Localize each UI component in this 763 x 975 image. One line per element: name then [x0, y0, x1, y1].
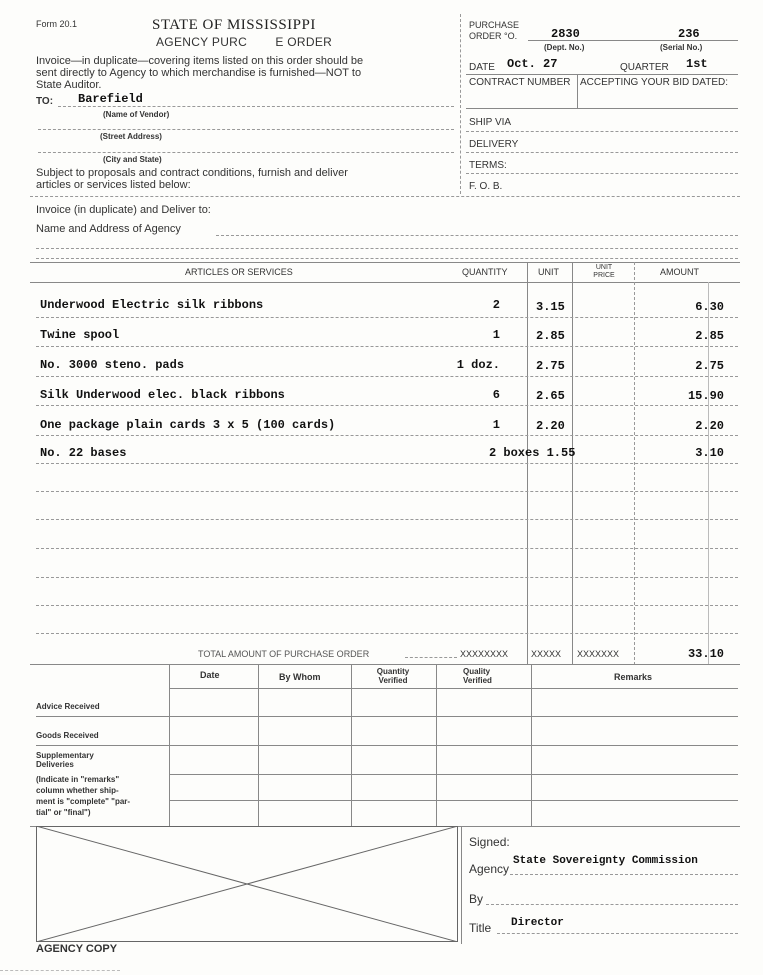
item-quantity: 1 — [492, 418, 500, 432]
crossed-out-box — [36, 826, 458, 942]
agency-copy-label: AGENCY COPY — [36, 943, 118, 955]
total-label: TOTAL AMOUNT OF PURCHASE ORDER — [198, 649, 370, 659]
unit-price-header: UNIT PRICE — [593, 264, 615, 279]
item-unit: 2.65 — [536, 389, 565, 403]
item-amount: 2.20 — [695, 419, 724, 433]
item-amount: 6.30 — [695, 300, 724, 314]
total-fill-quantity: XXXXXXXX — [460, 649, 509, 659]
order-title: AGENCY PURC E ORDER — [156, 35, 333, 49]
street-caption: (Street Address) — [100, 132, 162, 141]
fob-label: F. O. B. — [469, 181, 503, 192]
item-amount: 2.75 — [695, 359, 724, 373]
delivery-label: DELIVERY — [469, 139, 519, 150]
terms-label: TERMS: — [469, 160, 507, 171]
item-amount: 2.85 — [695, 329, 724, 343]
item-article: One package plain cards 3 x 5 (100 cards) — [40, 418, 336, 432]
item-unit: 2.75 — [536, 359, 565, 373]
dept-caption: (Dept. No.) — [544, 43, 585, 52]
articles-header: ARTICLES OR SERVICES — [185, 267, 293, 277]
quarter-label: QUARTER — [620, 62, 669, 73]
invoice-deliver-label: Invoice (in duplicate) and Deliver to: — [36, 204, 211, 216]
dept-number: 2830 — [551, 27, 580, 41]
subject-text: Subject to proposals and contract conditions, furnish and deliver articles or services listed below: — [36, 167, 348, 191]
title-value: Director — [511, 917, 564, 929]
city-caption: (City and State) — [103, 155, 162, 164]
remarks-note: (Indicate in "remarks" column whether ship- ment is "complete" "par- tial" or "final") — [36, 775, 131, 817]
agency-label: Agency — [469, 862, 510, 876]
item-article: Twine spool — [40, 328, 120, 342]
item-amount: 3.10 — [695, 446, 724, 460]
by-whom-header: By Whom — [279, 672, 321, 682]
serial-number: 236 — [678, 27, 700, 41]
serial-caption: (Serial No.) — [660, 43, 703, 52]
goods-received-label: Goods Received — [36, 731, 99, 740]
signed-label: Signed: — [469, 835, 510, 849]
agency-value: State Sovereignty Commission — [513, 855, 698, 867]
vendor-name-caption: (Name of Vendor) — [103, 110, 170, 119]
date-value: Oct. 27 — [507, 57, 558, 71]
contract-label: CONTRACT NUMBER — [469, 77, 571, 88]
item-article: No. 3000 steno. pads — [40, 358, 185, 372]
quantity-verified-header: Quantity Verified — [376, 667, 410, 685]
unit-header: UNIT — [538, 267, 559, 277]
supplementary-deliveries-label: Supplementary Deliveries — [36, 751, 94, 769]
po-label: PURCHASE ORDER °O. — [469, 20, 520, 41]
item-quantity: 2 — [492, 298, 500, 312]
quarter-value: 1st — [686, 57, 708, 71]
agency-address-label: Name and Address of Agency — [36, 223, 181, 235]
total-amount: 33.10 — [687, 647, 724, 661]
item-article: No. 22 bases — [40, 446, 127, 460]
ship-via-label: SHIP VIA — [469, 117, 512, 128]
to-label: TO: — [36, 96, 54, 107]
item-unit: 2.85 — [536, 329, 565, 343]
date-column-header: Date — [200, 670, 220, 680]
instructions: Invoice—in duplicate—covering items listed on this order should be sent directly to Agency to which merchandise is furnished—NOT to State Auditor. — [36, 55, 364, 91]
item-quantity: 1 doz. — [456, 358, 500, 372]
advice-received-label: Advice Received — [36, 702, 100, 711]
vendor-name: Barefield — [78, 92, 143, 106]
item-quantity: 6 — [492, 388, 500, 402]
item-unit: 2.20 — [536, 419, 565, 433]
remarks-header: Remarks — [614, 672, 653, 682]
date-label: DATE — [469, 62, 495, 73]
item-quantity: 2 boxes 1.55 — [489, 446, 576, 460]
total-fill-unit: XXXXX — [531, 649, 562, 659]
amount-header: AMOUNT — [660, 267, 699, 277]
form-number: Form 20.1 — [36, 19, 78, 29]
item-unit: 3.15 — [536, 300, 565, 314]
quality-verified-header: Quality Verified — [463, 667, 492, 685]
quantity-header: QUANTITY — [462, 267, 508, 277]
total-fill-price: XXXXXXX — [577, 649, 620, 659]
item-quantity: 1 — [492, 328, 500, 342]
state-title: STATE OF MISSISSIPPI — [152, 17, 316, 33]
item-amount: 15.90 — [687, 389, 724, 403]
item-article: Underwood Electric silk ribbons — [40, 298, 264, 312]
by-label: By — [469, 892, 484, 906]
title-label: Title — [469, 921, 492, 935]
bid-label: ACCEPTING YOUR BID DATED: — [580, 77, 728, 88]
item-article: Silk Underwood elec. black ribbons — [40, 388, 285, 402]
